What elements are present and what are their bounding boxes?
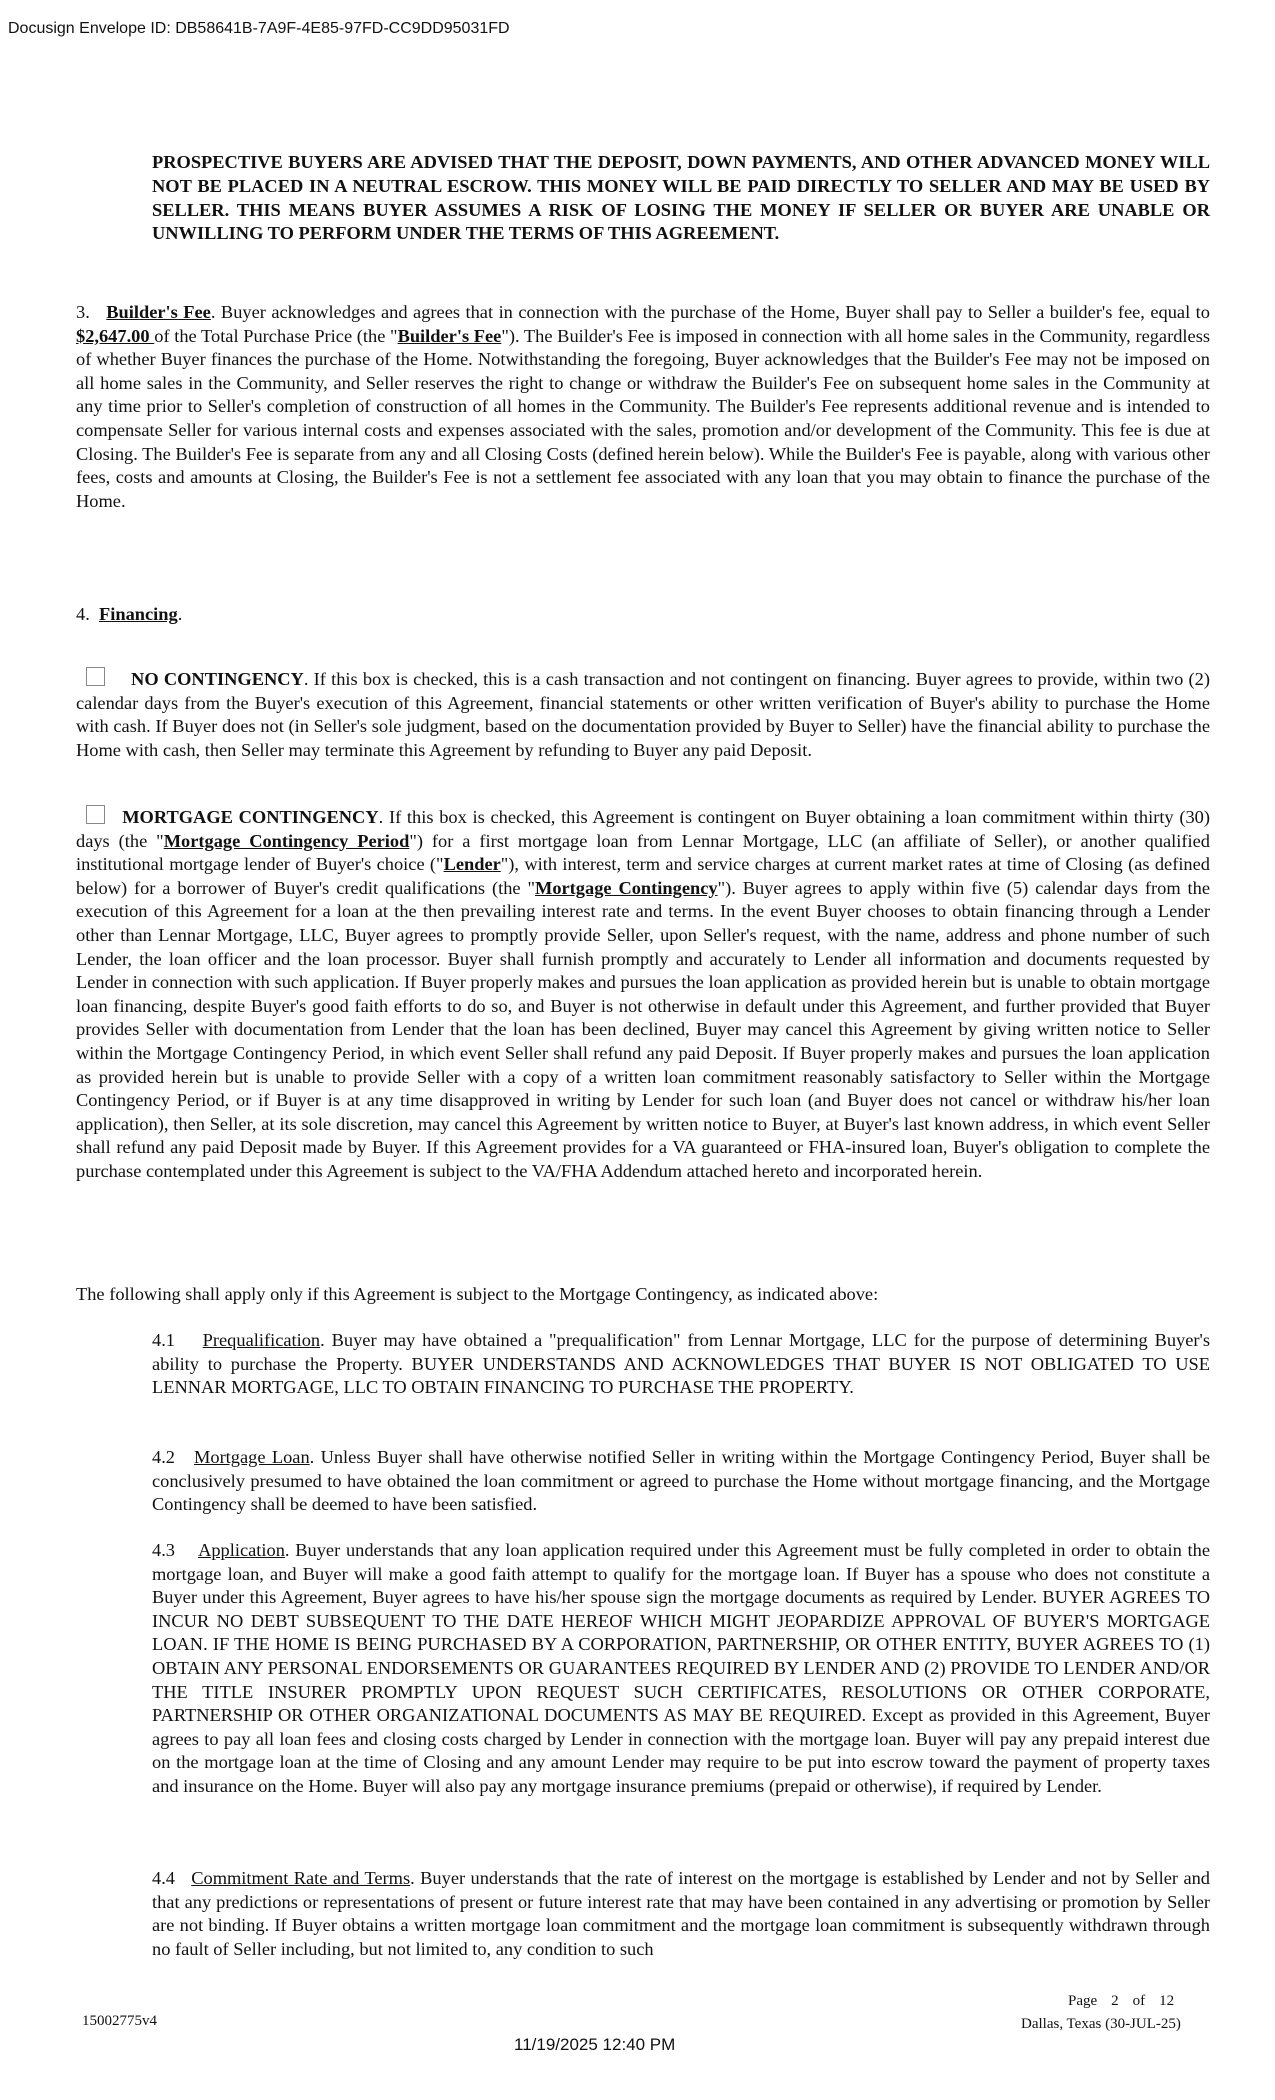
subsection-title: Mortgage Loan <box>194 1447 310 1467</box>
section-title: Builder's Fee <box>106 302 211 322</box>
subsection-4-1: 4.1 Prequalification. Buyer may have obtained a "prequalification" from Lennar Mortgage, LLC for the purpose of determining Buyer's ability to purchase the Property. BUYER UNDERSTANDS AND ACKNOWLEDGES THAT BUYER IS NOT OBLIGATED TO USE LENNAR MORTGAGE, LLC TO OBTAIN FINANCING TO PURCHASE THE PROPERTY. <box>152 1330 1211 1398</box>
subsection-title: Prequalification <box>202 1330 321 1350</box>
no-contingency-clause: NO CONTINGENCY. If this box is checked, this is a cash transaction and not contingent on financing. Buyer agrees to provide, within two (2) calendar days from the Buyer's execution of this Agreement, financial statements or other written verification of Buyer's ability to purchase the Home with cash. If Buyer does not (in Seller's sole judgment, based on the documentation provided by Buyer to Seller) have the financial ability to purchase the Home with cash, then Seller may terminate this Agreement by refunding to Buyer any paid Deposit. <box>76 669 1210 760</box>
defined-term: Lender <box>443 854 501 875</box>
section-4-heading: 4. Financing. <box>76 604 183 624</box>
print-timestamp: 11/19/2025 12:40 PM <box>514 2035 676 2054</box>
escrow-warning: PROSPECTIVE BUYERS ARE ADVISED THAT THE DEPOSIT, DOWN PAYMENTS, AND OTHER ADVANCED MONEY WILL NOT BE PLACED IN A NEUTRAL ESCROW. THIS MONEY WILL BE PAID DIRECTLY TO SELLER AND MAY BE USED BY SELLER. THIS MEANS BUYER ASSUMES A RISK OF LOSING THE MONEY IF SELLER OR BUYER ARE UNABLE OR UNWILLING TO PERFORM UNDER THE TERMS OF THIS AGREEMENT. <box>152 152 1210 244</box>
subsection-title: Commitment Rate and Terms <box>191 1868 411 1888</box>
page-number: Page 2 of 12 <box>1068 1993 1175 2009</box>
form-code: 15002775v4 <box>82 2013 157 2029</box>
section-title: Financing <box>99 604 178 624</box>
form-location-date: Dallas, Texas (30-JUL-25) <box>1021 2016 1181 2032</box>
mortgage-contingency-checkbox[interactable] <box>86 805 105 824</box>
subsection-4-4: 4.4 Commitment Rate and Terms. Buyer understands that the rate of interest on the mortgage is established by Lender and not by Seller and that any predictions or representations of present or future interest rate that may have been contained in any advertising or promotion by Seller are not binding. If Buyer obtains a written mortgage loan commitment and the mortgage loan commitment is subsequently withdrawn through no fault of Seller including, but not limited to, any condition to such <box>152 1868 1211 1959</box>
defined-term: Builder's Fee <box>397 325 502 346</box>
clause-title: NO CONTINGENCY <box>131 669 304 689</box>
defined-term: Mortgage Contingency <box>534 877 718 898</box>
no-contingency-checkbox[interactable] <box>86 667 105 686</box>
defined-term: Mortgage Contingency Period <box>163 830 410 851</box>
section-3-builders-fee: 3. Builder's Fee. Buyer acknowledges and agrees that in connection with the purchase of the Home, Buyer shall pay to Seller a builder's fee, equal to $2,647.00 of the Total Purchase Price (the "Builder's Fee"). The Builder's Fee is imposed in connection with all home sales in the Community, regardless of whether Buyer finances the purchase of the Home. Notwithstanding the foregoing, Buyer acknowledges that the Builder's Fee may not be imposed on all home sales in the Community, and Seller reserves the right to change or withdraw the Builder's Fee on subsequent home sales in the Community at any time prior to Seller's completion of construction of all homes in the Community. The Builder's Fee represents additional revenue and is intended to compensate Seller for various internal costs and expenses associated with the sales, promotion and/or development of the Community. This fee is due at Closing. The Builder's Fee is separate from any and all Closing Costs (defined herein below). While the Builder's Fee is payable, along with various other fees, costs and amounts at Closing, the Builder's Fee is not a settlement fee associated with any loan that you may obtain to finance the purchase of the Home. <box>76 302 1211 511</box>
envelope-id: Docusign Envelope ID: DB58641B-7A9F-4E85-97FD-CC9DD95031FD <box>8 20 510 37</box>
subsection-title: Application <box>198 1540 285 1560</box>
applicability-note: The following shall apply only if this Agreement is subject to the Mortgage Contingency, as indicated above: <box>76 1284 879 1304</box>
mortgage-contingency-clause: MORTGAGE CONTINGENCY. If this box is checked, this Agreement is contingent on Buyer obtaining a loan commitment within thirty (30) days (the "Mortgage Contingency Period") for a first mortgage loan from Lennar Mortgage, LLC (an affiliate of Seller), or another qualified institutional mortgage lender of Buyer's choice ("Lender"), with interest, term and service charges at current market rates at time of Closing (as defined below) for a borrower of Buyer's credit qualifications (the "Mortgage Contingency"). Buyer agrees to apply within five (5) calendar days from the execution of this Agreement for a loan at the then prevailing interest rate and terms. In the event Buyer chooses to obtain financing through a Lender other than Lennar Mortgage, LLC, Buyer agrees to promptly provide Seller, upon Seller's request, with the name, address and phone number of such Lender, the loan officer and the loan processor. Buyer shall furnish promptly and accurately to Lender all information and documents requested by Lender in connection with such application. If Buyer properly makes and pursues the loan application as provided herein but is unable to obtain mortgage loan financing, despite Buyer's good faith efforts to do so, and Buyer is not otherwise in default under this Agreement, and further provided that Buyer provides Seller with documentation from Lender that the loan has been declined, Buyer may cancel this Agreement by giving written notice to Seller within the Mortgage Contingency Period, in which event Seller shall refund any paid Deposit. If Buyer properly makes and pursues the loan application as provided herein but is unable to provide Seller with a copy of a written loan commitment reasonably satisfactory to Seller within the Mortgage Contingency Period, or if Buyer is at any time disapproved in writing by Lender for such loan (and Buyer does not cancel or withdraw his/her loan application), then Seller, at its sole discretion, may cancel this Agreement by written notice to Buyer, at Buyer's last known address, in which event Seller shall refund any paid Deposit made by Buyer. If this Agreement provides for a VA guaranteed or FHA-insured loan, Buyer's obligation to complete the purchase contemplated under this Agreement is subject to the VA/FHA Addendum attached hereto and incorporated herein. <box>76 807 1210 1181</box>
subsection-4-3: 4.3 Application. Buyer understands that any loan application required under this Agreement must be fully completed in order to obtain the mortgage loan, and Buyer will make a good faith attempt to qualify for the mortgage loan. If Buyer has a spouse who does not constitute a Buyer under this Agreement, Buyer agrees to have his/her spouse sign the mortgage documents as required by Lender. BUYER AGREES TO INCUR NO DEBT SUBSEQUENT TO THE DATE HEREOF WHICH MIGHT JEOPARDIZE APPROVAL OF BUYER'S MORTGAGE LOAN. IF THE HOME IS BEING PURCHASED BY A CORPORATION, PARTNERSHIP, OR OTHER ENTITY, BUYER AGREES TO (1) OBTAIN ANY PERSONAL ENDORSEMENTS OR GUARANTEES REQUIRED BY LENDER AND (2) PROVIDE TO LENDER AND/OR THE TITLE INSURER PROMPTLY UPON REQUEST SUCH CERTIFICATES, RESOLUTIONS OR OTHER CORPORATE, PARTNERSHIP OR OTHER ORGANIZATIONAL DOCUMENTS AS MAY BE REQUIRED. Except as provided in this Agreement, Buyer agrees to pay all loan fees and closing costs charged by Lender in connection with the mortgage loan. Buyer will pay any prepaid interest due on the mortgage loan at the time of Closing and any amount Lender may require to be put into escrow toward the payment of property taxes and insurance on the Home. Buyer will also pay any mortgage insurance premiums (prepaid or otherwise), if required by Lender. <box>152 1540 1210 1796</box>
subsection-4-2: 4.2 Mortgage Loan. Unless Buyer shall have otherwise notified Seller in writing within the Mortgage Contingency Period, Buyer shall be conclusively presumed to have obtained the loan commitment or agreed to purchase the Home without mortgage financing, and the Mortgage Contingency shall be deemed to have been satisfied. <box>152 1447 1210 1515</box>
builders-fee-amount: $2,647.00 <box>76 325 155 346</box>
clause-title: MORTGAGE CONTINGENCY <box>122 807 379 827</box>
section-number: 3. <box>76 302 90 322</box>
